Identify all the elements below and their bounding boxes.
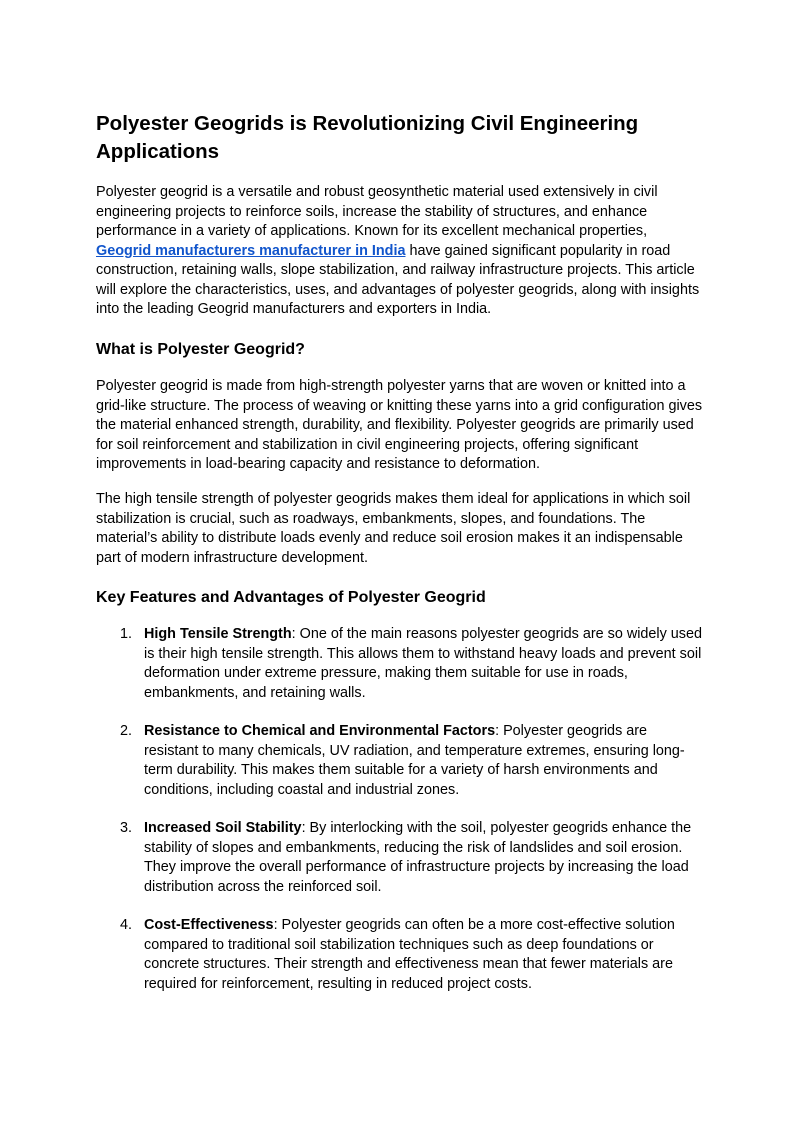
list-item-number: 4.: [120, 917, 133, 933]
list-item-term: High Tensile Strength: [144, 626, 292, 642]
section-heading-what-is: What is Polyester Geogrid?: [96, 341, 305, 358]
list-item-body: [144, 722, 704, 800]
list-item-number: 1.: [120, 626, 133, 642]
list-item-number: 2.: [120, 723, 133, 739]
list-item-body: [144, 819, 704, 897]
section-heading-key-features: Key Features and Advantages of Polyester Geogrid: [96, 589, 486, 606]
list-item-term: Cost-Effectiveness: [144, 917, 274, 933]
list-item-number: 3.: [120, 820, 133, 836]
list-item-text: : By interlocking with the soil, polyester geogrids enhance the stability of slopes and embankments, reducing the risk of landslides and soil erosion. They improve the overall performance of infrastructure projects by increasing the load distribution across the reinforced soil.: [144, 820, 692, 895]
what-is-paragraph-1: Polyester geogrid is made from high-strength polyester yarns that are woven or knitted into a grid-like structure. The process of weaving or knitting these yarns into a grid configuration gives the material enhanced strength, durability, and flexibility. Polyester geogrids are primarily used for soil reinforcement and stabilization in civil engineering projects, offering significant improvements in load-bearing capacity and resistance to deformation.: [96, 378, 703, 472]
what-is-paragraph-2: The high tensile strength of polyester geogrids makes them ideal for applications in which soil stabilization is crucial, such as roadways, embankments, slopes, and foundations. The material’s ability to distribute loads evenly and reduce soil erosion makes it an indispensable part of modern infrastructure development.: [96, 491, 691, 566]
list-item-term: Increased Soil Stability: [144, 820, 302, 836]
list-item-body: [144, 625, 704, 703]
intro-paragraph: [96, 183, 706, 320]
page-title: Polyester Geogrids is Revolutionizing Civil Engineering Applications: [96, 112, 639, 163]
list-item-text: : Polyester geogrids are resistant to many chemicals, UV radiation, and temperature extremes, ensuring long-term durability. This makes them suitable for a variety of harsh environments and conditions, including coastal and industrial zones.: [144, 723, 685, 798]
list-item-text: : Polyester geogrids can often be a more cost-effective solution compared to traditional soil stabilization techniques such as deep foundations or concrete structures. Their strength and effectiveness mean that fewer materials are required for reinforcement, resulting in reduced project costs.: [144, 917, 675, 992]
intro-text-after-link: have gained significant popularity in road construction, retaining walls, slope stabilization, and railway infrastructure projects. This article will explore the characteristics, uses, and advantages of polyester geogrids, along with insights into the leading Geogrid manufacturers and exporters in India.: [96, 242, 700, 317]
intro-text-before-link: Polyester geogrid is a versatile and robust geosynthetic material used extensively in civil engineering projects to reinforce soils, increase the stability of structures, and enhance performance in a variety of applications. Known for its excellent mechanical properties,: [96, 184, 658, 239]
list-item-term: Resistance to Chemical and Environmental Factors: [144, 723, 496, 739]
list-item-body: [144, 916, 704, 994]
list-item-text: : One of the main reasons polyester geogrids are so widely used is their high tensile strength. This allows them to withstand heavy loads and prevent soil deformation under extreme pressure, making them suitable for use in roads, embankments, and retaining walls.: [144, 626, 703, 701]
geogrid-manufacturers-link[interactable]: Geogrid manufacturers manufacturer in India: [96, 242, 406, 259]
